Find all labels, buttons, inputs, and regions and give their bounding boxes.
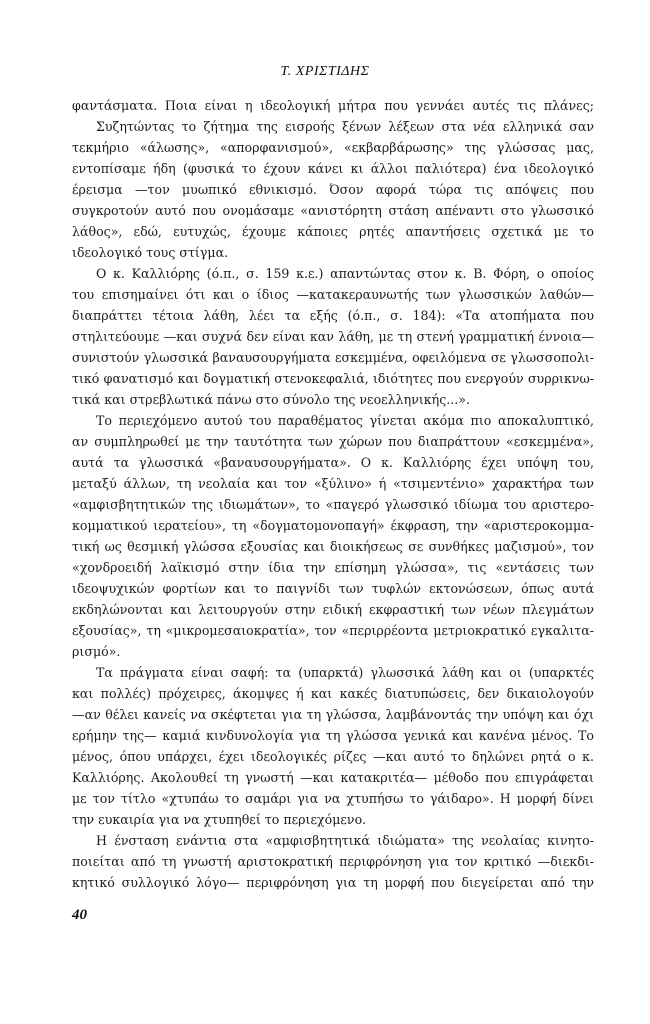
text-line: Η ένσταση ενάντια στα «αμφισβητητικά ιδιώματα» της νεολαίας κινητο- [96, 833, 594, 848]
text-line: ρισμό». [72, 644, 121, 659]
text-line: τεκμήριο «άλωσης», «απορφανισμού», «εκβαρβάρωσης» της γλώσσας μας, [72, 140, 594, 155]
text-line: «αμφισβητητικών της ιδιωμάτων», το «παγερό γλωσσικό ιδίωμα του αριστερο- [72, 497, 594, 512]
text-line: με τον τίτλο «χτυπάω το σαμάρι για να χτυπήσω το γάιδαρο». Η μορφή δίνει [72, 791, 594, 806]
text-line: εξουσίας», τη «μικρομεσαιοκρατία», τον «περιρρέοντα μετριοκρατικό εγκαλιτα- [72, 623, 594, 638]
text-line: «χονδροειδή λαϊκισμό στην ίδια την επίσημη γλώσσα», τις «εντάσεις των [72, 560, 594, 575]
text-line: ιδεοψυχικών φορτίων και το παιγνίδι των τυφλών εκτονώσεων, όπως αυτά [72, 581, 594, 596]
text-line: τική ως θεσμική γλώσσα εξουσίας και διοικήσεως σε συνθήκες μαζισμού», τον [72, 539, 594, 554]
text-line: Καλλιόρης. Ακολουθεί τη γνωστή —και κατακριτέα— μέθοδο που επιγράφεται [72, 770, 594, 785]
text-line: διαπράττει τέτοια λάθη, λέει τα εξής (ό.π., σ. 184): «Τα ατοπήματα που [72, 308, 594, 323]
text-line: και πολλές) πρόχειρες, άκομψες ή και κακές διατυπώσεις, δεν δικαιολογούν [72, 686, 594, 701]
running-header: Τ. ΧΡΙΣΤΙΔΗΣ [280, 64, 370, 79]
text-line: μένος, όπου υπάρχει, έχει ιδεολογικές ρίζες —και αυτό το δηλώνει ρητά ο κ. [72, 749, 594, 764]
text-line: έρεισμα —τον μυωπικό εθνικισμό. Όσον αφορά τώρα τις απόψεις που [72, 182, 594, 197]
text-line: εκδηλώνονται και λειτουργούν στην ειδική εκφραστική των νέων πλεγμάτων [72, 602, 594, 617]
text-line: Συζητώντας το ζήτημα της εισροής ξένων λέξεων στα νέα ελληνικά σαν [96, 119, 594, 134]
text-line: του επισημαίνει ότι και ο ίδιος —κατακεραυνωτής των γλωσσικών λαθών— [72, 287, 594, 302]
text-line: φαντάσματα. Ποια είναι η ιδεολογική μήτρα που γεννάει αυτές τις πλάνες; [72, 98, 594, 113]
text-line: εντοπίσαμε ήδη (φυσικά το έχουν κάνει κι άλλοι παλιότερα) ένα ιδεολογικό [72, 161, 594, 176]
text-line: στηλιτεύουμε —και συχνά δεν είναι καν λάθη, με τη στενή γραμματική έννοια— [72, 329, 594, 344]
text-line: μεταξύ άλλων, τη νεολαία και τον «ξύλινο» ή «τσιμεντένιο» χαρακτήρα των [72, 476, 594, 491]
page-number: 40 [72, 907, 87, 923]
text-line: ιδεολογικό τους στίγμα. [72, 245, 229, 260]
text-line: αυτά τα γλωσσικά «βαναυσουργήματα». Ο κ. Καλλιόρης έχει υπόψη του, [72, 455, 594, 470]
text-line: συνιστούν γλωσσικά βαναυσουργήματα εσκεμμένα, οφειλόμενα σε γλωσσοπολι- [72, 350, 594, 365]
text-line: αν συμπληρωθεί με την ταυτότητα των χώρων που διαπράττουν «εσκεμμένα», [72, 434, 594, 449]
body-text [72, 95, 594, 893]
text-line: την ευκαιρία για να χτυπηθεί το περιεχόμενο. [72, 812, 367, 827]
text-line: κητικό συλλογικό λόγο— περιφρόνηση για τη μορφή που διεγείρεται από την [72, 875, 594, 890]
text-line: τικά και στρεβλωτικά πάνω στο σύνολο της νεοελληνικής...». [72, 392, 470, 407]
text-line: ποιείται από τη γνωστή αριστοκρατική περιφρόνηση για τον κριτικό —διεκδι- [72, 854, 594, 869]
text-line: Το περιεχόμενο αυτού του παραθέματος γίνεται ακόμα πιο αποκαλυπτικό, [96, 413, 594, 428]
text-line: κομματικού ιερατείου», τη «δογματομονοπαγή» έκφραση, την «αριστεροκομμα- [72, 518, 594, 533]
text-line: συγκροτούν αυτό που ονομάσαμε «ανιστόρητη στάση απέναντι στο γλωσσικό [72, 203, 594, 218]
text-line: Τα πράγματα είναι σαφή: τα (υπαρκτά) γλωσσικά λάθη και οι (υπαρκτές [96, 665, 594, 680]
text-line: λάθος», εδώ, ευτυχώς, έχουμε κάποιες ρητές απαντήσεις σχετικά με το [72, 224, 594, 239]
text-line: ερήμην της— καμιά κινδυνολογία για τη γλώσσα γενικά και κανένα μένος. Το [72, 728, 594, 743]
text-line: τικό φανατισμό και δογματική στενοκεφαλιά, ιδιότητες που ενεργούν συρρικνω- [72, 371, 594, 386]
text-line: Ο κ. Καλλιόρης (ό.π., σ. 159 κ.ε.) απαντώντας στον κ. Β. Φόρη, ο οποίος [96, 266, 594, 281]
text-line: —αν θέλει κανείς να σκέφτεται για τη γλώσσα, λαμβάνοντάς την υπόψη και όχι [72, 707, 594, 722]
